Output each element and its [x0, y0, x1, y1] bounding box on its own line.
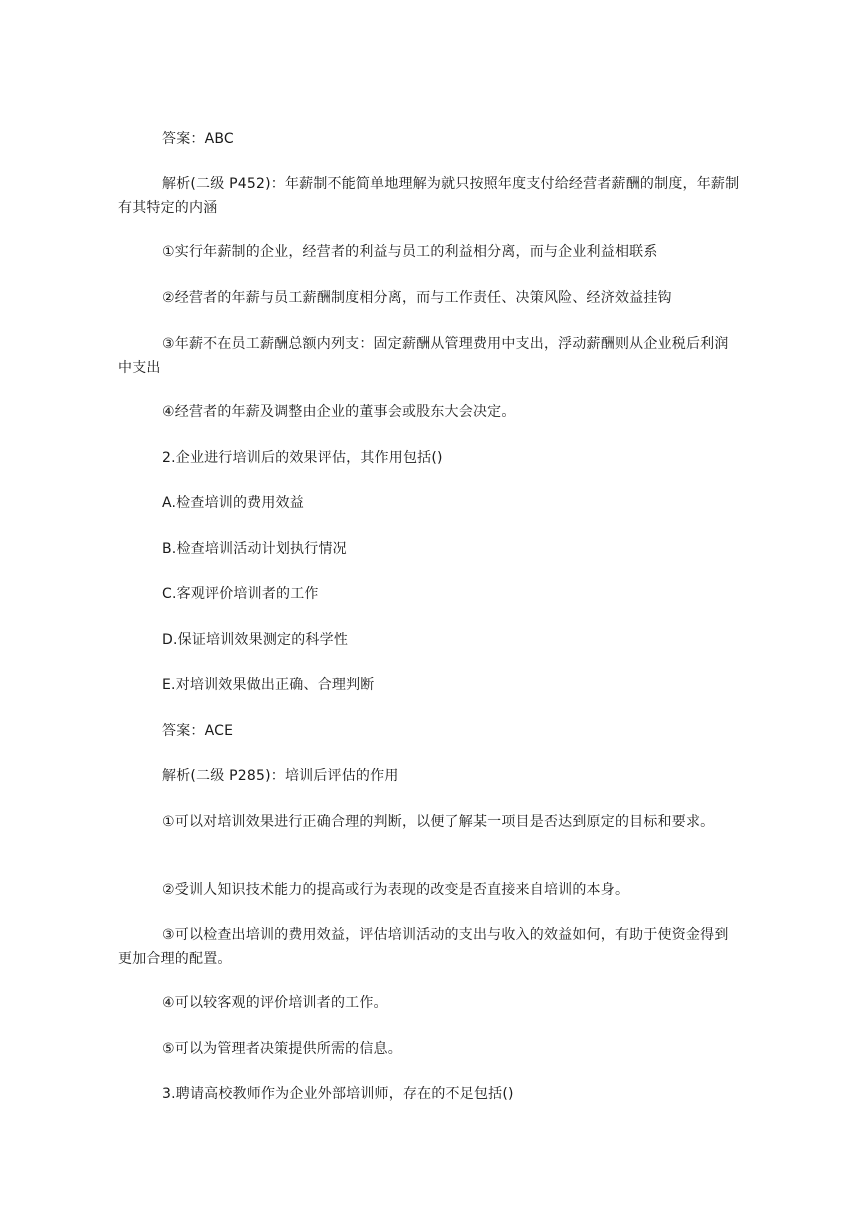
- question-2-option-a: A.检查培训的费用效益: [162, 495, 304, 511]
- analysis-1: 解析(二级 P452)：年薪制不能简单地理解为就只按照年度支付给经营者薪酬的制度，年薪制有其特定的内涵: [118, 176, 740, 216]
- analysis-1-point-4: ④经营者的年薪及调整由企业的董事会或股东大会决定。: [162, 404, 516, 420]
- question-3: 3.聘请高校教师作为企业外部培训师，存在的不足包括(): [162, 1086, 514, 1102]
- question-2-option-d: D.保证培训效果测定的科学性: [162, 632, 349, 648]
- analysis-1-point-1: ①实行年薪制的企业，经营者的利益与员工的利益相分离，而与企业利益相联系: [162, 244, 658, 260]
- analysis-2-point-5: ⑤可以为管理者决策提供所需的信息。: [162, 1041, 402, 1057]
- answer-1: 答案：ABC: [162, 131, 234, 147]
- question-2-option-e: E.对培训效果做出正确、合理判断: [162, 677, 375, 693]
- analysis-2-point-3: ③可以检查出培训的费用效益，评估培训活动的支出与收入的效益如何，有助于使资金得到更加合理的配置。: [118, 927, 729, 967]
- analysis-2-point-2: ②受训人知识技术能力的提高或行为表现的改变是否直接来自培训的本身。: [162, 882, 630, 898]
- answer-2: 答案：ACE: [162, 723, 234, 739]
- analysis-2: 解析(二级 P285)：培训后评估的作用: [162, 768, 399, 784]
- question-2: 2.企业进行培训后的效果评估，其作用包括(): [162, 450, 443, 466]
- analysis-2-point-4: ④可以较客观的评价培训者的工作。: [162, 995, 388, 1011]
- analysis-1-point-2: ②经营者的年薪与员工薪酬制度相分离，而与工作责任、决策风险、经济效益挂钩: [162, 290, 672, 306]
- question-2-option-b: B.检查培训活动计划执行情况: [162, 541, 347, 557]
- analysis-1-point-3: ③年薪不在员工薪酬总额内列支：固定薪酬从管理费用中支出，浮动薪酬则从企业税后利润中支出: [118, 336, 729, 376]
- analysis-2-point-1: ①可以对培训效果进行正确合理的判断，以便了解某一项目是否达到原定的目标和要求。: [162, 814, 715, 830]
- question-2-option-c: C.客观评价培训者的工作: [162, 586, 319, 602]
